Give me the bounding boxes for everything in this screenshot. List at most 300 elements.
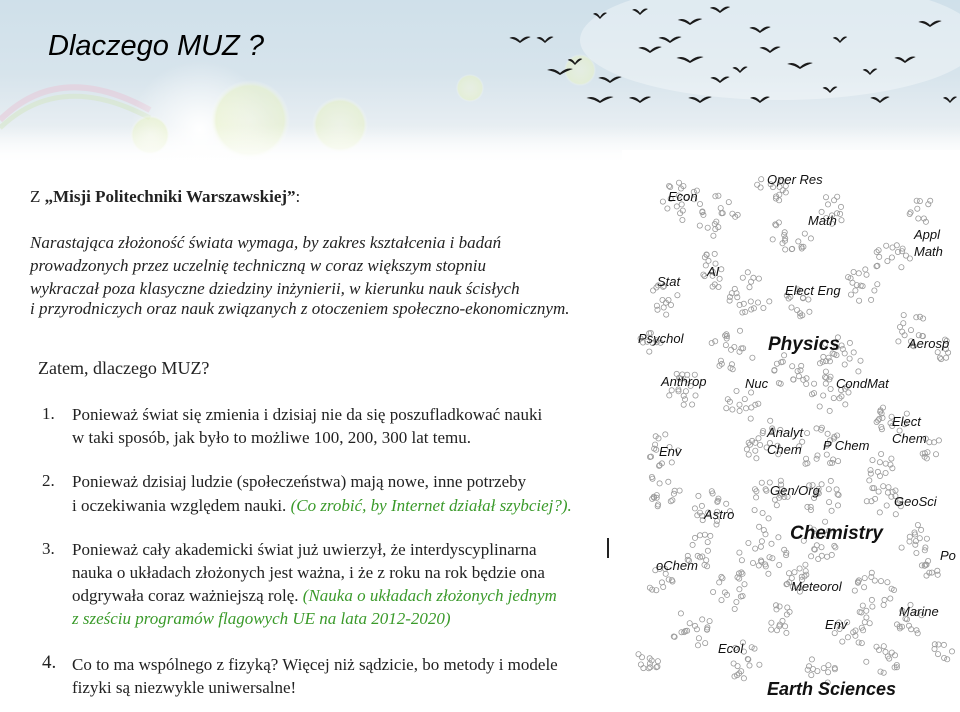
map-node [939, 357, 944, 362]
map-node [916, 216, 921, 221]
map-node [674, 204, 679, 209]
map-node [639, 655, 644, 660]
map-node [705, 540, 710, 545]
map-node [737, 402, 742, 407]
map-node [878, 669, 883, 674]
map-node [729, 347, 734, 352]
map-node [641, 666, 646, 671]
map-node [774, 503, 779, 508]
bird-icon [629, 97, 651, 104]
map-node [838, 204, 843, 209]
map-node [746, 452, 751, 457]
map-label: AI [707, 264, 720, 279]
map-node [723, 343, 728, 348]
map-node [842, 362, 847, 367]
map-node [730, 407, 735, 412]
bird-icon [586, 97, 613, 104]
map-node [821, 393, 826, 398]
map-node [701, 272, 706, 277]
map-node [809, 554, 814, 559]
map-node [941, 642, 946, 647]
list-item-text: odgrywała coraz ważniejszą rolę. [72, 586, 303, 605]
map-node [758, 185, 763, 190]
map-node [827, 500, 832, 505]
map-node [795, 369, 800, 374]
map-node [780, 618, 785, 623]
map-node [703, 641, 708, 646]
mission-suffix: : [295, 187, 301, 206]
map-label: Po [940, 548, 956, 563]
map-node [759, 539, 764, 544]
map-node [755, 300, 760, 305]
map-node [831, 396, 836, 401]
map-node [944, 355, 949, 360]
map-node [697, 533, 702, 538]
map-node [828, 478, 833, 483]
map-node [848, 292, 853, 297]
map-node [756, 401, 761, 406]
map-node [724, 406, 729, 411]
map-node [827, 408, 832, 413]
map-node [742, 582, 747, 587]
map-node [669, 460, 674, 465]
map-node [681, 393, 686, 398]
map-node [648, 665, 653, 670]
map-node [823, 195, 828, 200]
map-node [737, 576, 742, 581]
map-label: Stat [657, 274, 681, 289]
map-node [705, 225, 710, 230]
list-item-line [72, 584, 557, 608]
map-node [726, 200, 731, 205]
map-label: Anthrop [661, 374, 707, 389]
map-node [882, 597, 887, 602]
map-node [697, 223, 702, 228]
map-node [914, 628, 919, 633]
map-node [883, 461, 888, 466]
map-node [661, 305, 666, 310]
map-node [748, 416, 753, 421]
map-node [869, 597, 874, 602]
map-node [915, 206, 920, 211]
map-node [814, 426, 819, 431]
map-node [908, 328, 913, 333]
map-node [783, 624, 788, 629]
map-node [767, 299, 772, 304]
map-label: Math [914, 244, 943, 259]
map-node [792, 570, 797, 575]
map-node [677, 488, 682, 493]
quote-line: i przyrodniczych oraz nauk związanych z otoczeniem społeczno-ekonomicznym. [30, 299, 570, 318]
map-node [700, 617, 705, 622]
map-node [770, 556, 775, 561]
map-node [748, 299, 753, 304]
map-node [660, 199, 665, 204]
map-node [667, 183, 672, 188]
map-node [784, 630, 789, 635]
map-node [856, 640, 861, 645]
map-node [915, 522, 920, 527]
map-node [753, 448, 758, 453]
map-node [883, 470, 888, 475]
map-node [863, 267, 868, 272]
map-node [786, 571, 791, 576]
map-node [877, 460, 882, 465]
map-node [862, 576, 867, 581]
map-node [697, 201, 702, 206]
map-node [831, 457, 836, 462]
map-node [783, 247, 788, 252]
map-node [766, 571, 771, 576]
map-node [879, 451, 884, 456]
map-node [836, 459, 841, 464]
map-node [776, 535, 781, 540]
map-label: Nuc [745, 376, 769, 391]
map-label: Oper Res [767, 172, 823, 187]
map-label: Env [659, 444, 682, 459]
map-node [876, 489, 881, 494]
map-node [719, 267, 724, 272]
map-label: Aerosp [908, 336, 950, 351]
map-node [657, 481, 662, 486]
map-node [777, 604, 782, 609]
map-label: Psychol [638, 331, 684, 346]
map-node [804, 376, 809, 381]
map-node [851, 350, 856, 355]
map-node [826, 487, 831, 492]
map-label: Chemistry [790, 523, 883, 544]
map-node [747, 285, 752, 290]
map-node [881, 670, 886, 675]
map-node [758, 442, 763, 447]
map-node [862, 585, 867, 590]
map-node [935, 652, 940, 657]
map-node [770, 237, 775, 242]
map-label: Chem [892, 431, 927, 446]
bird-icon [598, 77, 622, 84]
map-node [711, 233, 716, 238]
map-node [819, 545, 824, 550]
map-node [886, 485, 891, 490]
map-node [808, 236, 813, 241]
map-node [892, 653, 897, 658]
map-node [924, 573, 929, 578]
map-node [869, 297, 874, 302]
map-label: Elect [892, 414, 921, 429]
map-node [884, 243, 889, 248]
quote-line: wykraczał poza klasyczne dziedziny inżynierii, w kierunku nauk ścisłych [30, 279, 520, 298]
map-node [719, 574, 724, 579]
map-node [718, 358, 723, 363]
map-node [757, 662, 762, 667]
map-node [752, 508, 757, 513]
mission-prefix: Z [30, 187, 45, 206]
map-node [870, 458, 875, 463]
map-node [924, 536, 929, 541]
map-node [835, 194, 840, 199]
list-item-line: w taki sposób, jak było to możliwe 100, 200, 300 lat temu. [72, 428, 471, 447]
list-item-line: Ponieważ cały akademicki świat już uwierzył, że interdyscyplinarna [72, 540, 537, 559]
map-node [708, 533, 713, 538]
map-node [919, 527, 924, 532]
map-node [864, 608, 869, 613]
map-node [937, 355, 942, 360]
map-node [883, 649, 888, 654]
map-node [666, 479, 671, 484]
map-node [812, 381, 817, 386]
map-node [945, 657, 950, 662]
map-node [719, 598, 724, 603]
map-node [845, 635, 850, 640]
map-node [885, 580, 890, 585]
map-node [754, 456, 759, 461]
map-node [750, 560, 755, 565]
map-node [727, 298, 732, 303]
map-node [942, 655, 947, 660]
map-label: Marine [899, 604, 939, 619]
map-node [651, 288, 656, 293]
map-node [862, 620, 867, 625]
map-label: Earth Sciences [767, 679, 897, 699]
map-label: Math [808, 213, 837, 228]
map-node [825, 431, 830, 436]
map-node [696, 493, 701, 498]
map-node [769, 541, 774, 546]
map-node [838, 211, 843, 216]
map-node [851, 269, 856, 274]
map-node [828, 386, 833, 391]
map-node [739, 558, 744, 563]
map-node [790, 364, 795, 369]
map-node [825, 554, 830, 559]
map-node [915, 631, 920, 636]
mission-label [30, 187, 300, 207]
map-node [759, 480, 764, 485]
map-node [763, 532, 768, 537]
map-node [768, 418, 773, 423]
map-node [724, 501, 729, 506]
map-label: Gen/Org [770, 483, 820, 498]
map-node [832, 543, 837, 548]
map-node [817, 404, 822, 409]
map-node [760, 510, 765, 515]
map-node [884, 503, 889, 508]
map-node [807, 309, 812, 314]
map-node [759, 177, 764, 182]
quote-line: prowadzonych przez uczelnię techniczną w coraz większym stopniu [30, 256, 486, 275]
map-node [889, 456, 894, 461]
map-node [825, 202, 830, 207]
map-node [867, 478, 872, 483]
map-node [732, 606, 737, 611]
map-node [734, 388, 739, 393]
map-node [664, 312, 669, 317]
map-node [734, 599, 739, 604]
map-node [756, 563, 761, 568]
map-node [839, 218, 844, 223]
green-note-line: z sześciu programów flagowych UE na lata 2012-2020) [72, 609, 451, 628]
map-node [888, 596, 893, 601]
quote-line: Narastająca złożoność świata wymaga, by zakres kształcenia i badań [30, 233, 502, 252]
map-node [921, 316, 926, 321]
map-node [712, 251, 717, 256]
header-banner [0, 0, 960, 165]
map-node [789, 305, 794, 310]
map-node [949, 649, 954, 654]
map-node [693, 393, 698, 398]
page-title: Dlaczego MUZ ? [48, 30, 264, 62]
map-node [791, 377, 796, 382]
bird-icon [870, 97, 889, 104]
map-node [908, 210, 913, 215]
map-node [663, 432, 668, 437]
map-node [881, 644, 886, 649]
map-node [707, 619, 712, 624]
map-label: P Chem [823, 438, 870, 453]
map-label: CondMat [836, 376, 889, 391]
map-node [758, 544, 763, 549]
map-node [769, 620, 774, 625]
map-node [756, 276, 761, 281]
map-node [750, 355, 755, 360]
map-node [881, 602, 886, 607]
map-node [853, 288, 858, 293]
mission-name: „Misji Politechniki Warszawskiej” [44, 187, 296, 206]
map-node [681, 402, 686, 407]
map-node [847, 356, 852, 361]
map-node [696, 636, 701, 641]
map-node [864, 272, 869, 277]
map-node [796, 374, 801, 379]
map-label: Chem [767, 442, 802, 457]
map-node [717, 580, 722, 585]
map-node [747, 663, 752, 668]
map-node [832, 198, 837, 203]
map-node [702, 532, 707, 537]
bird-icon [943, 97, 957, 104]
map-node [665, 206, 670, 211]
map-node [796, 239, 801, 244]
map-node [732, 344, 737, 349]
map-label: Env [825, 617, 848, 632]
map-node [778, 381, 783, 386]
map-node [668, 302, 673, 307]
map-node [843, 402, 848, 407]
map-node [753, 546, 758, 551]
map-node [834, 487, 839, 492]
map-node [716, 284, 721, 289]
sky-birds-illustration [0, 0, 960, 165]
reasons-heading: Zatem, dlaczego MUZ? [38, 358, 210, 378]
list-item-number: 4. [42, 652, 57, 673]
map-node [809, 673, 814, 678]
map-node [690, 402, 695, 407]
map-node [670, 498, 675, 503]
map-node [742, 397, 747, 402]
map-node [660, 297, 665, 302]
map-node [875, 282, 880, 287]
map-node [857, 298, 862, 303]
list-item-line: nauka o układach złożonych jest ważna, i że z roku na rok będzie ona [72, 563, 545, 582]
map-node [647, 349, 652, 354]
map-label: Physics [768, 334, 840, 355]
map-node [819, 553, 824, 558]
map-node [878, 579, 883, 584]
map-node [894, 243, 899, 248]
map-label: Econ [668, 189, 698, 204]
map-node [829, 508, 834, 513]
map-node [913, 542, 918, 547]
map-node [755, 182, 760, 187]
map-node [933, 452, 938, 457]
map-node [856, 369, 861, 374]
bird-icon [536, 37, 553, 44]
map-node [814, 456, 819, 461]
map-node [797, 566, 802, 571]
map-node [754, 495, 759, 500]
map-node [692, 535, 697, 540]
map-label: GeoSci [894, 494, 937, 509]
map-node [804, 381, 809, 386]
map-node [803, 562, 808, 567]
map-node [826, 670, 831, 675]
map-node [877, 254, 882, 259]
map-node [767, 555, 772, 560]
map-node [914, 315, 919, 320]
map-node [756, 436, 761, 441]
map-node [718, 206, 723, 211]
map-node [803, 569, 808, 574]
map-node [901, 313, 906, 318]
map-node [744, 447, 749, 452]
map-node [731, 661, 736, 666]
map-node [737, 328, 742, 333]
map-node [914, 550, 919, 555]
map-node [907, 256, 912, 261]
map-node [737, 587, 742, 592]
map-node [872, 578, 877, 583]
map-node [840, 639, 845, 644]
map-node [885, 259, 890, 264]
map-node [690, 542, 695, 547]
map-node [858, 358, 863, 363]
map-node [745, 270, 750, 275]
map-node [810, 666, 815, 671]
map-label: oChem [656, 558, 698, 573]
bird-icon [688, 97, 712, 104]
map-node [746, 540, 751, 545]
map-node [692, 506, 697, 511]
map-node [667, 393, 672, 398]
map-node [899, 545, 904, 550]
map-node [705, 548, 710, 553]
map-node [899, 265, 904, 270]
map-node [795, 308, 800, 313]
map-node [805, 667, 810, 672]
map-node [741, 676, 746, 681]
map-node [740, 275, 745, 280]
list-item-number: 2. [42, 471, 55, 490]
list-item-line: fizyki są niezwykle uniwersalne! [72, 678, 297, 697]
map-node [749, 405, 754, 410]
science-map-graph [622, 150, 960, 712]
map-node [850, 280, 855, 285]
map-node [636, 652, 641, 657]
map-node [864, 659, 869, 664]
map-node [847, 340, 852, 345]
map-node [867, 621, 872, 626]
map-node [877, 510, 882, 515]
